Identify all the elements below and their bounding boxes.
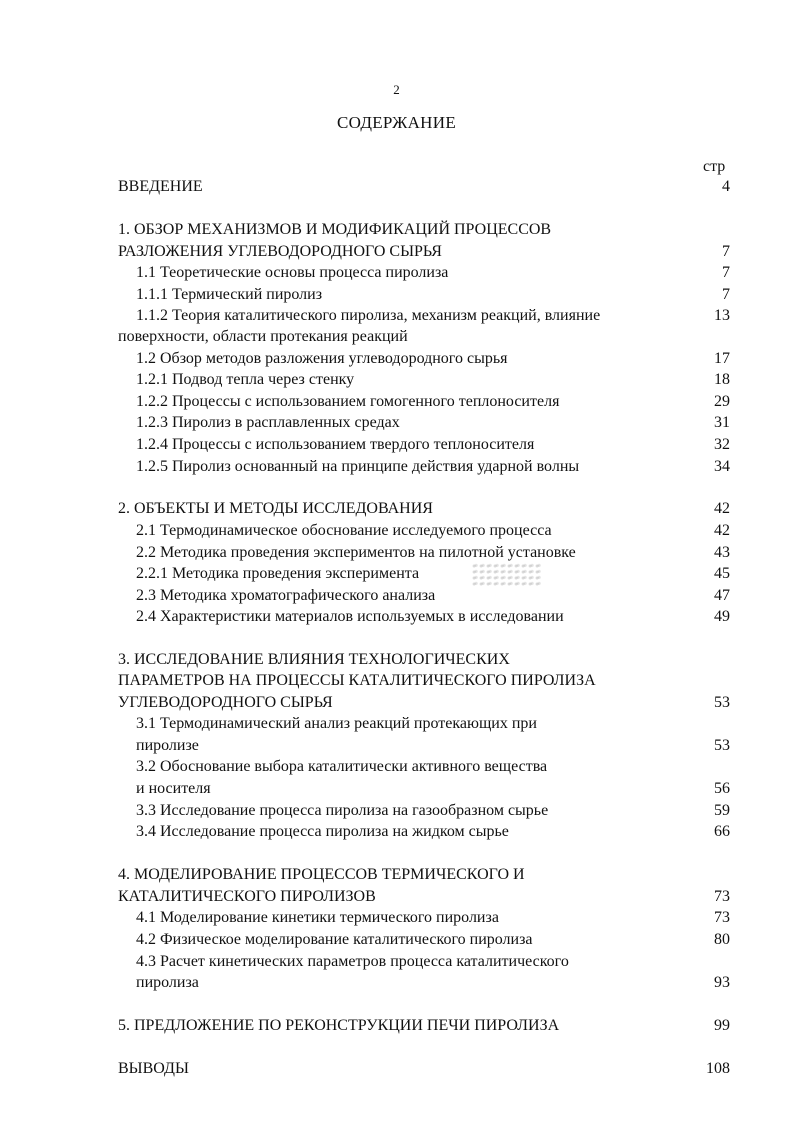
toc-entry-page: 45 <box>714 565 730 582</box>
toc-entry-title: 3.4 Исследование процесса пиролиза на жидком сырье <box>136 823 509 840</box>
toc-entry-page: 56 <box>714 780 730 797</box>
toc-entry-page: 17 <box>714 350 730 367</box>
toc-entry-title: 1.2.2 Процессы с использованием гомогенного теплоносителя <box>136 393 560 410</box>
toc-entry-title: 4.1 Моделирование кинетики термического пиролиза <box>136 909 499 926</box>
toc-entry-page: 31 <box>714 414 730 431</box>
toc-entry-page: 53 <box>714 694 730 711</box>
toc-entry-title: КАТАЛИТИЧЕСКОГО ПИРОЛИЗОВ <box>118 888 376 905</box>
toc-entry-page: 49 <box>714 608 730 625</box>
toc-entry-page: 66 <box>714 823 730 840</box>
toc-entry-page: 32 <box>714 436 730 453</box>
toc-entry-title: 5. ПРЕДЛОЖЕНИЕ ПО РЕКОНСТРУКЦИИ ПЕЧИ ПИРОЛИЗА <box>118 1017 560 1034</box>
toc-entry-page: 7 <box>722 286 730 303</box>
toc-entry-page: 47 <box>714 587 730 604</box>
toc-entry-title: ВЫВОДЫ <box>118 1060 189 1077</box>
toc-entry-title: 1.2 Обзор методов разложения углеводородного сырья <box>136 350 508 367</box>
toc-entry-page: 99 <box>714 1017 730 1034</box>
toc-entry-title: и носителя <box>136 780 211 797</box>
toc-entry-title: 1. ОБЗОР МЕХАНИЗМОВ И МОДИФИКАЦИЙ ПРОЦЕССОВ <box>118 221 552 238</box>
toc-entry-page: 43 <box>714 544 730 561</box>
toc-entry-title: РАЗЛОЖЕНИЯ УГЛЕВОДОРОДНОГО СЫРЬЯ <box>118 243 442 260</box>
toc-entry-title: пиролизе <box>136 737 199 754</box>
toc-entry-page: 93 <box>714 974 730 991</box>
page-title: СОДЕРЖАНИЕ <box>336 113 457 132</box>
toc-entry-title: 2.2.1 Методика проведения эксперимента <box>136 565 420 582</box>
toc-entry-title: 4.3 Расчет кинетических параметров процесса каталитического <box>136 953 569 970</box>
toc-entry-page: 80 <box>714 931 730 948</box>
toc-entry-page: 7 <box>722 264 730 281</box>
toc-entry-title: поверхности, области протекания реакций <box>118 328 408 345</box>
toc-entry-page: 108 <box>706 1060 730 1077</box>
toc-entry-title: 2.4 Характеристики материалов используемых в исследовании <box>136 608 564 625</box>
toc-entry-page: 59 <box>714 802 730 819</box>
toc-entry-title: 2.2 Методика проведения экспериментов на пилотной установке <box>136 544 576 561</box>
toc-entry-title: 3.1 Термодинамический анализ реакций протекающих при <box>136 715 537 732</box>
page-column-label: стр <box>703 158 726 175</box>
toc-entry-title: 1.1.1 Термический пиролиз <box>136 286 323 303</box>
toc-entry-page: 13 <box>714 307 730 324</box>
toc-entry-title: 1.2.5 Пиролиз основанный на принципе действия ударной волны <box>136 458 580 475</box>
toc-entry-page: 42 <box>714 522 730 539</box>
toc-entry-title: 1.2.4 Процессы с использованием твердого теплоносителя <box>136 436 535 453</box>
toc-entry-page: 18 <box>714 371 730 388</box>
toc-entry-page: 73 <box>714 909 730 926</box>
toc-entry-page: 29 <box>714 393 730 410</box>
toc-entry-title: 1.2.3 Пиролиз в расплавленных средах <box>136 414 400 431</box>
scan-smudge <box>472 563 542 587</box>
toc-entry-title: 2.1 Термодинамическое обоснование исследуемого процесса <box>136 522 552 539</box>
toc-entry-title: 3.3 Исследование процесса пиролиза на газообразном сырье <box>136 802 549 819</box>
toc-entry-title: 2.3 Методика хроматографического анализа <box>136 587 436 604</box>
toc-entry-page: 53 <box>714 737 730 754</box>
toc-entry-page: 7 <box>722 243 730 260</box>
toc-entry-title: УГЛЕВОДОРОДНОГО СЫРЬЯ <box>118 694 333 711</box>
toc-entry-title: 4.2 Физическое моделирование каталитического пиролиза <box>136 931 533 948</box>
toc-entry-title: 3. ИССЛЕДОВАНИЕ ВЛИЯНИЯ ТЕХНОЛОГИЧЕСКИХ <box>118 651 510 668</box>
toc-entry-title: 2. ОБЪЕКТЫ И МЕТОДЫ ИССЛЕДОВАНИЯ <box>118 500 433 517</box>
toc-entry-page: 4 <box>722 178 730 195</box>
toc-entry-title: 1.2.1 Подвод тепла через стенку <box>136 371 355 388</box>
page-number: 2 <box>393 82 400 97</box>
toc-entry-page: 34 <box>714 458 730 475</box>
toc-entry-title: ПАРАМЕТРОВ НА ПРОЦЕССЫ КАТАЛИТИЧЕСКОГО ПИРОЛИЗА <box>118 672 596 689</box>
toc-entry-page: 73 <box>714 888 730 905</box>
toc-entry-title: 1.1 Теоретические основы процесса пиролиза <box>136 264 449 281</box>
toc-entry-page: 42 <box>714 500 730 517</box>
toc-entry-title: 3.2 Обоснование выбора каталитически активного вещества <box>136 758 548 775</box>
toc-entry-title: 1.1.2 Теория каталитического пиролиза, механизм реакций, влияние <box>136 307 601 324</box>
toc-entry-title: 4. МОДЕЛИРОВАНИЕ ПРОЦЕССОВ ТЕРМИЧЕСКОГО И <box>118 866 525 883</box>
toc-entry-title: ВВЕДЕНИЕ <box>118 178 203 195</box>
toc-entry-title: пиролиза <box>136 974 199 991</box>
